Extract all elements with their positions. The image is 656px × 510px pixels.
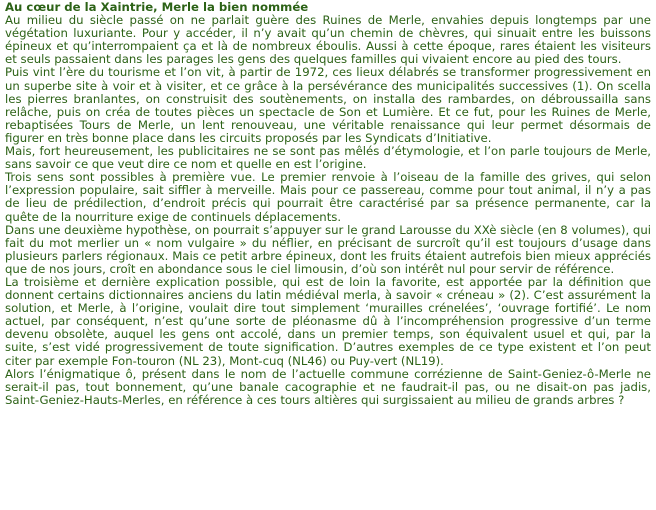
paragraph-first-meaning: Trois sens sont possibles à première vue. Le premier renvoie à l’oiseau de la famille des grives, qui selon l’expression populaire, sait siffler à merveille. Mais pour ce passereau, comme pour tout animal, il n’y a pas de lieu de prédilection, d’endroit précis qui pourrait être caractérisé par sa présence permanente, car la quête de la nourriture exige de continuels déplacements. bbox=[5, 170, 651, 224]
paragraph-etymology-intro: Mais, fort heureusement, les publicitaires ne se sont pas mêlés d’étymologie, et l’on parle toujours de Merle, sans savoir ce que veut dire ce nom et quelle en est l’origine. bbox=[5, 144, 651, 172]
article-title: Au cœur de la Xaintrie, Merle la bien nommée bbox=[5, 0, 309, 14]
paragraph-second-hypothesis: Dans une deuxième hypothèse, on pourrait s’appuyer sur le grand Larousse du XXè siècle (en 8 volumes), qui fait du mot merlier un « nom vulgaire » du néflier, en précisant de surcroît qu’il est toujours d’usage dans plusieurs parlers régionaux. Mais ce petit arbre épineux, dont les fruits étaient autrefois bien mieux appréciés que de nos jours, croît en abondance sous le ciel limousin, d’où son intérêt nul pour servir de référence. bbox=[5, 222, 651, 276]
paragraph-third-explanation: La troisième et dernière explication possible, qui est de loin la favorite, est apportée par la définition que donnent certains dictionnaires anciens du latin médiéval merla, à savoir « créneau » (2). C’est assurément la solution, et Merle, à l’origine, voulait dire tout simplement ‘murailles crénelées’, ‘ouvrage fortifié’. Le nom actuel, par conséquent, n’est qu’une sorte de pléonasme dû à l’incompréhension progressive d’un terme devenu obsolète, auquel les gens ont accolé, dans un premier temps, son équivalent usuel et qui, par la suite, s’est vidé progressivement de toute signification. D’autres exemples de ce type existent et l’on peut citer par exemple Fon-touron (NL 23), Mont-cuq (NL46) ou Puy-vert (NL19). bbox=[5, 274, 651, 368]
paragraph-ruines-history: Au milieu du siècle passé on ne parlait guère des Ruines de Merle, envahies depuis longtemps par une végétation luxuriante. Pour y accéder, il n’y avait qu’un chemin de chèvres, qui sinuait entre les buissons épineux et qu’interrompaient ça et là de nombreux éboulis. Aussi à cette époque, rares étaient les visiteurs et seuls passaient dans les parages les gens des quelques familles qui vivaient encore au pied des tours. bbox=[5, 13, 651, 67]
paragraph-conclusion: Alors l’énigmatique ô, présent dans le nom de l’actuelle commune corrézienne de Saint-Geniez-ô-Merle ne serait-il pas, tout bonnement, qu’une banale cacographie et ne faudrait-il pas, ou ne disait-on pas jadis, Saint-Geniez-Hauts-Merles, en référence à ces tours altières qui surgissaient au milieu de grands arbres ? bbox=[5, 366, 651, 407]
paragraph-tourism-era: Puis vint l’ère du tourisme et l’on vit, à partir de 1972, ces lieux délabrés se transformer progressivement en un superbe site à voir et à visiter, et ce grâce à la persévérance des municipalités successives (1). On scella les pierres branlantes, on construisit des soutènements, on installa des rambardes, on débroussailla sans relâche, puis on créa de toutes pièces un spectacle de Son et Lumière. Et ce fut, pour les Ruines de Merle, rebaptisées Tours de Merle, un lent renouveau, une véritable renaissance qui leur permet désormais de figurer en très bonne place dans les circuits proposés par les Syndicats d’Initiative. bbox=[5, 65, 651, 145]
